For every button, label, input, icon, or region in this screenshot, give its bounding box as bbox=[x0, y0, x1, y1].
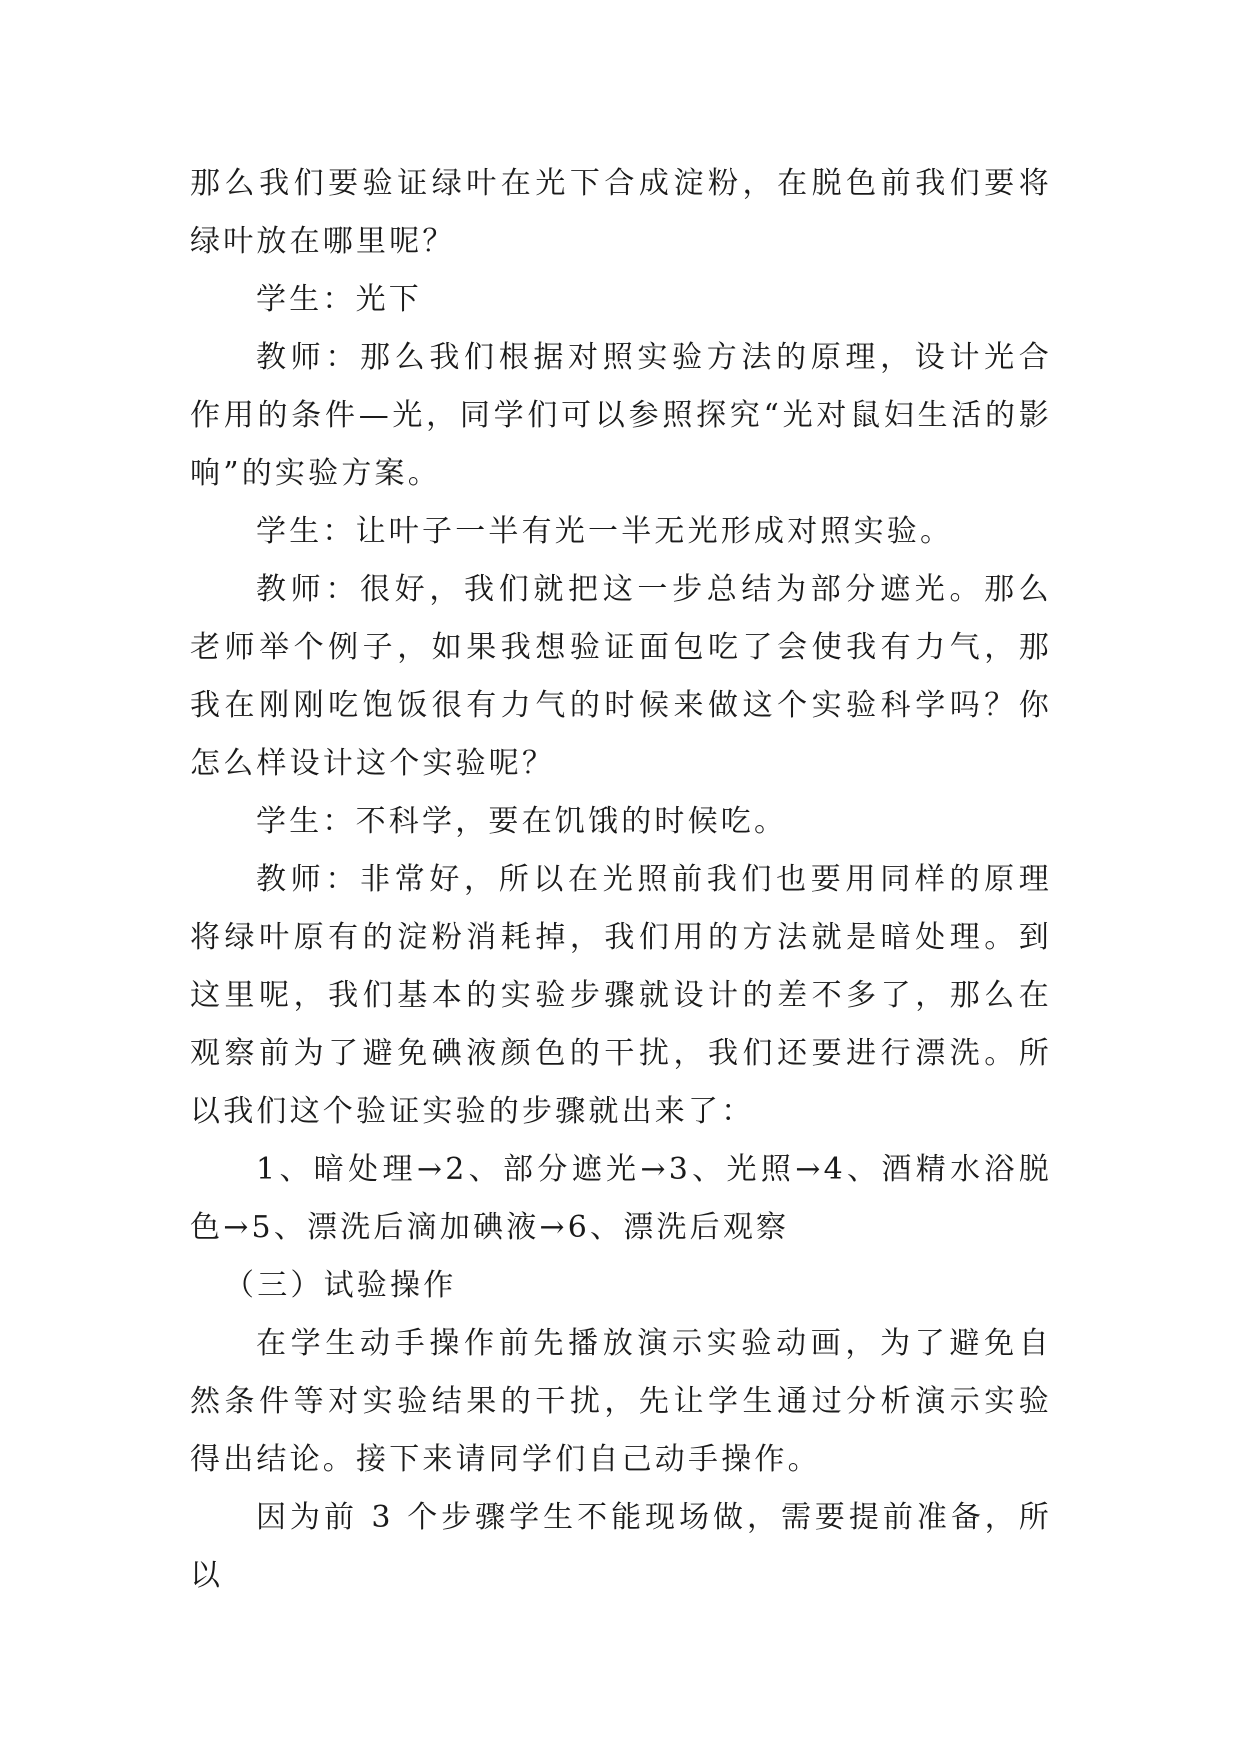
document-body bbox=[190, 155, 1052, 1605]
paragraph: 教师：非常好，所以在光照前我们也要用同样的原理将绿叶原有的淀粉消耗掉，我们用的方法就是暗处理。到这里呢，我们基本的实验步骤就设计的差不多了，那么在观察前为了避免碘液颜色的干扰，我们还要进行漂洗。所以我们这个验证实验的步骤就出来了： bbox=[190, 862, 1052, 1129]
paragraph: 因为前 3 个步骤学生不能现场做，需要提前准备，所以 bbox=[190, 1500, 1052, 1593]
paragraph: 学生：光下 bbox=[256, 282, 422, 317]
paragraph: 学生：不科学，要在饥饿的时候吃。 bbox=[256, 804, 788, 839]
section-heading: （三）试验操作 bbox=[224, 1268, 457, 1303]
paragraph: 教师：很好，我们就把这一步总结为部分遮光。那么老师举个例子，如果我想验证面包吃了会使我有力气，那我在刚刚吃饱饭很有力气的时候来做这个实验科学吗？你怎么样设计这个实验呢？ bbox=[190, 572, 1052, 781]
paragraph: 在学生动手操作前先播放演示实验动画，为了避免自然条件等对实验结果的干扰，先让学生通过分析演示实验得出结论。接下来请同学们自己动手操作。 bbox=[190, 1326, 1052, 1477]
paragraph: 学生：让叶子一半有光一半无光形成对照实验。 bbox=[256, 514, 954, 549]
paragraph: 教师：那么我们根据对照实验方法的原理，设计光合作用的条件—光，同学们可以参照探究“光对鼠妇生活的影响”的实验方案。 bbox=[190, 340, 1052, 491]
paragraph: 那么我们要验证绿叶在光下合成淀粉，在脱色前我们要将绿叶放在哪里呢？ bbox=[190, 166, 1052, 259]
step-list-paragraph: 1、暗处理→2、部分遮光→3、光照→4、酒精水浴脱色→5、漂洗后滴加碘液→6、漂洗后观察 bbox=[190, 1152, 1052, 1245]
